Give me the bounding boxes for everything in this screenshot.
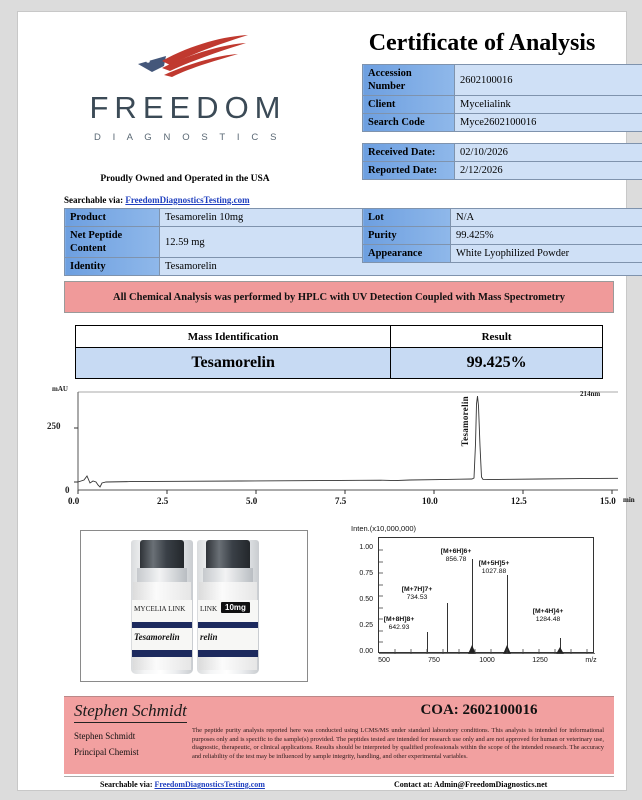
- chromatogram-xtick-4: 10.0: [422, 496, 438, 506]
- table-row: [76, 348, 603, 379]
- accession-table: [362, 64, 642, 132]
- table-row: [363, 162, 642, 180]
- coa-number: COA: 2602100016: [420, 702, 538, 718]
- vial-navy-band: [198, 650, 258, 657]
- purity-value: 99.425%: [451, 227, 642, 245]
- chromatogram-x-ticks: [40, 496, 640, 510]
- ms-annotation-2-mz: 734.53: [406, 594, 428, 601]
- ms-ytick-2: 0.50: [359, 596, 373, 603]
- chromatogram-ytick-250: 250: [47, 421, 61, 431]
- product-value: Tesamorelin 10mg: [160, 209, 642, 227]
- vial-right: [197, 540, 259, 674]
- net-peptide-content-value: 12.59 mg: [160, 227, 642, 258]
- received-date-label: Received Date:: [363, 144, 455, 162]
- chromatogram-xtick-5: 12.5: [511, 496, 527, 506]
- signer-role: Principal Chemist: [74, 747, 139, 757]
- signature-block: [64, 696, 614, 774]
- chromatogram-svg: [40, 384, 640, 496]
- vial-right-dose-text: 10mg: [221, 602, 250, 613]
- table-row: [363, 209, 642, 227]
- bottom-searchable-link[interactable]: FreedomDiagnosticsTesting.com: [154, 780, 265, 789]
- product-label: Product: [65, 209, 160, 227]
- table-row: [363, 144, 642, 162]
- mass-identification-table: [75, 325, 603, 379]
- searchable-via-line: [64, 195, 250, 205]
- vial-right-name-text: relin: [200, 632, 218, 642]
- identity-label: Identity: [65, 258, 160, 276]
- ms-x-axis-label: m/z: [585, 657, 597, 664]
- chromatogram-y-axis-label: mAU: [52, 385, 68, 393]
- ms-annotation-1-species: [M+8H]8+: [383, 616, 415, 623]
- chromatogram-xtick-0: 0.0: [68, 496, 80, 506]
- table-row: [363, 227, 642, 245]
- ms-ytick-0: 0.00: [359, 648, 373, 655]
- client-value: Mycelialink: [455, 96, 642, 114]
- chromatogram-ytick-0: 0: [65, 485, 70, 495]
- chromatogram-peak-label: Tesamorelin: [460, 396, 470, 447]
- signer-name: Stephen Schmidt: [74, 731, 136, 741]
- ms-annotation-2-species: [M+7H]7+: [401, 586, 433, 593]
- chromatogram-x-axis-label: min: [623, 496, 635, 504]
- reported-date-label: Reported Date:: [363, 162, 455, 180]
- ms-annotation-3-mz: 856.78: [445, 556, 467, 563]
- mass-spectrum-title: Inten.(x10,000,000): [351, 524, 417, 533]
- appearance-label: Appearance: [363, 245, 451, 263]
- ms-annotation-5-mz: 1284.48: [535, 616, 561, 623]
- lot-table: [362, 208, 642, 263]
- ms-annotation-5-species: [M+4H]4+: [532, 608, 564, 615]
- logo-subtitle: D I A G N O S T I C S: [93, 132, 282, 143]
- ms-xtick-1: 750: [428, 657, 440, 664]
- logo-wordmark: FREEDOM: [89, 90, 287, 125]
- analysis-method-banner: All Chemical Analysis was performed by HPLC with UV Detection Coupled with Mass Spectrometry: [64, 281, 614, 313]
- searchable-prefix: Searchable via:: [64, 195, 124, 205]
- chromatogram-xtick-1: 2.5: [157, 496, 169, 506]
- company-logo: [60, 34, 310, 143]
- mass-identification-value: Tesamorelin: [76, 348, 391, 379]
- hplc-chromatogram: [40, 384, 640, 512]
- searchable-link[interactable]: FreedomDiagnosticsTesting.com: [125, 195, 250, 205]
- bottom-searchable-prefix: Searchable via:: [100, 780, 153, 789]
- page-header: [18, 12, 626, 176]
- mass-spectrum-chart: [343, 524, 611, 682]
- signature-image: Stephen Schmidt: [74, 701, 187, 723]
- client-label: Client: [363, 96, 455, 114]
- ms-annotation-4-mz: 1027.88: [481, 568, 507, 575]
- product-photo: [80, 530, 308, 682]
- reported-date-value: 2/12/2026: [455, 162, 642, 180]
- ms-ytick-4: 1.00: [359, 544, 373, 551]
- ms-xtick-3: 1250: [532, 657, 548, 664]
- search-code-label: Search Code: [363, 114, 455, 132]
- ms-annotation-1-mz: 642.93: [388, 624, 410, 631]
- result-header: Result: [391, 326, 603, 348]
- dates-table: [362, 143, 642, 180]
- accession-number-label: Accession Number: [363, 65, 455, 96]
- page-title: Certificate of Analysis: [368, 30, 596, 56]
- accession-number-value: 2602100016: [455, 65, 642, 96]
- ms-annotation-1: [369, 616, 429, 631]
- ms-annotation-2: [387, 586, 447, 601]
- result-value: 99.425%: [391, 348, 603, 379]
- purity-label: Purity: [363, 227, 451, 245]
- vial-navy-band: [132, 650, 192, 657]
- net-peptide-content-label: Net Peptide Content: [65, 227, 160, 258]
- appearance-value: White Lyophilized Powder: [451, 245, 642, 263]
- identity-value: Tesamorelin: [160, 258, 642, 276]
- vial-cap-icon: [140, 540, 184, 570]
- ms-xtick-0: 500: [378, 657, 390, 664]
- ms-xtick-2: 1000: [479, 657, 495, 664]
- table-row: [363, 245, 642, 263]
- chromatogram-wavelength-annotation: 214nm: [580, 390, 601, 398]
- vial-left: [131, 540, 193, 674]
- received-date-value: 02/10/2026: [455, 144, 642, 162]
- bottom-searchable: [100, 780, 265, 789]
- mass-identification-header: Mass Identification: [76, 326, 391, 348]
- ms-annotation-4: [461, 560, 527, 575]
- ms-ytick-3: 0.75: [359, 570, 373, 577]
- bottom-bar: [64, 776, 614, 792]
- lot-value: N/A: [451, 209, 642, 227]
- table-row: [363, 114, 642, 132]
- ms-annotation-3-species: [M+6H]6+: [440, 548, 472, 555]
- certificate-page: [18, 12, 635, 790]
- disclaimer-text: The peptide purity analysis reported here was conducted using LCMS/MS under standard laboratory conditions. This analysis is intended for informational purposes only and is specific to the sample(s) provided. The peptides tested are intended for research use only and are not approved for human or veterinary use, diagnostic, therapeutic, or clinical applications. Results should be interpreted by qualified professionals within the scope of the intended research. The accuracy and reliability of the test may be influenced by sample integrity, handling, and other experimental variables.: [192, 727, 604, 760]
- vial-right-brand-text: LINK: [200, 605, 218, 613]
- ms-annotation-5: [515, 608, 581, 623]
- bottom-contact: Contact at: Admin@FreedomDiagnostics.net: [394, 780, 548, 789]
- vial-left-name-text: Tesamorelin: [134, 632, 180, 642]
- search-code-value: Myce2602100016: [455, 114, 642, 132]
- chromatogram-xtick-2: 5.0: [246, 496, 258, 506]
- chromatogram-xtick-3: 7.5: [335, 496, 347, 506]
- table-row: [363, 65, 642, 96]
- eagle-flag-logo-icon: [80, 34, 290, 92]
- vial-left-brand-text: MYCELIA LINK: [134, 605, 186, 613]
- made-in-usa-text: Proudly Owned and Operated in the USA: [100, 174, 270, 184]
- table-header-row: [76, 326, 603, 348]
- ms-ytick-1: 0.25: [359, 622, 373, 629]
- vial-cap-icon: [206, 540, 250, 570]
- ms-annotation-4-species: [M+5H]5+: [478, 560, 510, 567]
- lot-label: Lot: [363, 209, 451, 227]
- table-row: [363, 96, 642, 114]
- chromatogram-xtick-6: 15.0: [600, 496, 616, 506]
